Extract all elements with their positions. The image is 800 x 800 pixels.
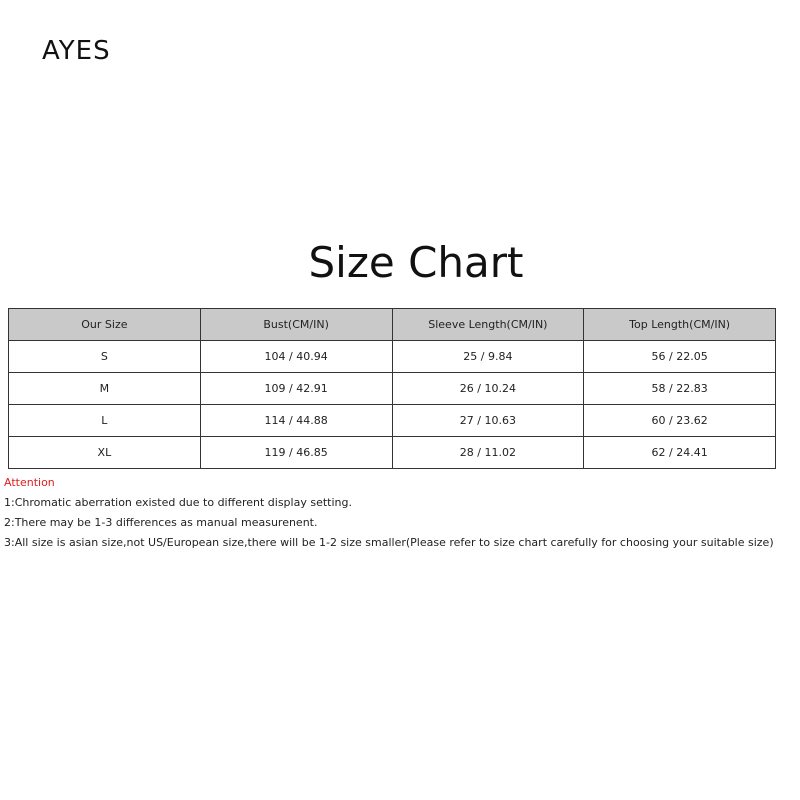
cell-bust: 104 / 40.94 — [200, 341, 392, 373]
table-header-row — [9, 309, 776, 341]
cell-top-length: 62 / 24.41 — [584, 437, 776, 469]
table-row — [9, 341, 776, 373]
size-chart-table — [8, 308, 776, 469]
cell-sleeve-length: 25 / 9.84 — [392, 341, 584, 373]
cell-bust: 109 / 42.91 — [200, 373, 392, 405]
cell-size: XL — [9, 437, 201, 469]
cell-bust: 119 / 46.85 — [200, 437, 392, 469]
note-item: 3:All size is asian size,not US/European size,there will be 1-2 size smaller(Please refer to size chart carefully for choosing your suitable size) — [4, 536, 774, 549]
page-title: Size Chart — [308, 238, 524, 287]
cell-sleeve-length: 28 / 11.02 — [392, 437, 584, 469]
table-row — [9, 405, 776, 437]
cell-size: M — [9, 373, 201, 405]
cell-size: L — [9, 405, 201, 437]
cell-bust: 114 / 44.88 — [200, 405, 392, 437]
attention-notes — [4, 473, 794, 553]
table-row — [9, 437, 776, 469]
column-header-size: Our Size — [9, 309, 201, 341]
cell-sleeve-length: 27 / 10.63 — [392, 405, 584, 437]
column-header-bust: Bust(CM/IN) — [200, 309, 392, 341]
brand-logo: AYES — [42, 36, 111, 66]
note-item: 1:Chromatic aberration existed due to different display setting. — [4, 496, 352, 509]
cell-sleeve-length: 26 / 10.24 — [392, 373, 584, 405]
column-header-sleeve-length: Sleeve Length(CM/IN) — [392, 309, 584, 341]
note-item: 2:There may be 1-3 differences as manual measurenent. — [4, 516, 318, 529]
column-header-top-length: Top Length(CM/IN) — [584, 309, 776, 341]
attention-heading: Attention — [4, 476, 55, 489]
cell-top-length: 56 / 22.05 — [584, 341, 776, 373]
cell-size: S — [9, 341, 201, 373]
cell-top-length: 58 / 22.83 — [584, 373, 776, 405]
cell-top-length: 60 / 23.62 — [584, 405, 776, 437]
table-row — [9, 373, 776, 405]
